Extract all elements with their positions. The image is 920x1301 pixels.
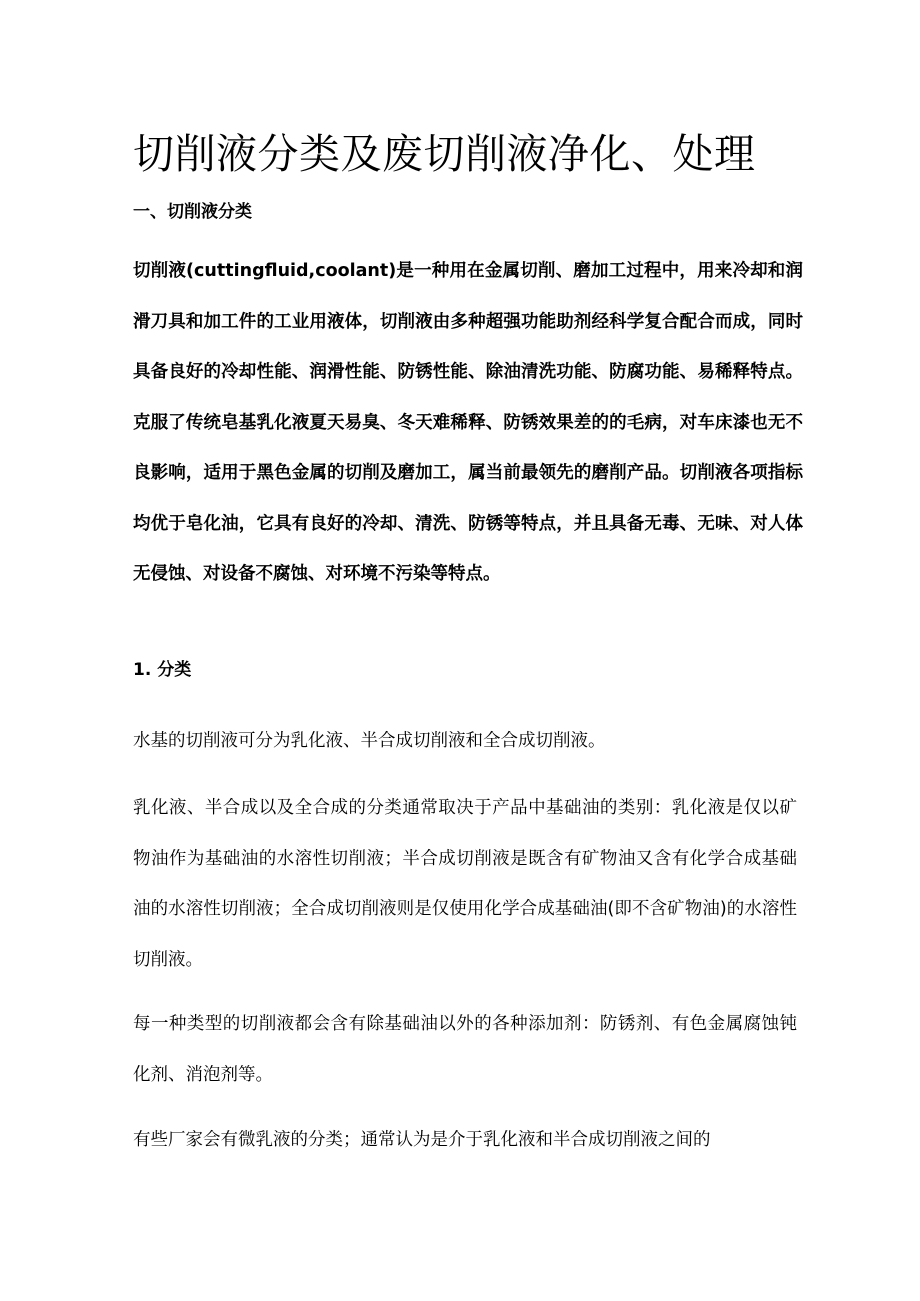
paragraph-water-based-types: 水基的切削液可分为乳化液、半合成切削液和全合成切削液。	[133, 731, 606, 751]
paragraph-base-oil-classification: 乳化液、半合成以及全合成的分类通常取决于产品中基础油的类别：乳化液是仅以矿物油作为基础油的水溶性切削液；半合成切削液是既含有矿物油又含有化学合成基础油的水溶性切削液；全合成切削液则是仅使用化学合成基础油(即不含矿物油)的水溶性切削液。	[133, 798, 797, 970]
intro-paragraph: 切削液(cuttingfluid,coolant)是一种用在金属切削、磨加工过程中，用来冷却和润滑刀具和加工件的工业用液体，切削液由多种超强功能助剂经科学复合配合而成，同时具备良好的冷却性能、润滑性能、防锈性能、除油清洗功能、防腐功能、易稀释特点。克服了传统皂基乳化液夏天易臭、冬天难稀释、防锈效果差的的毛病，对车床漆也无不良影响，适用于黑色金属的切削及磨加工，属当前最领先的磨削产品。切削液各项指标均优于皂化油，它具有良好的冷却、清洗、防锈等特点，并且具备无毒、无味、对人体无侵蚀、对设备不腐蚀、对环境不污染等特点。	[133, 261, 803, 584]
paragraph-additives: 每一种类型的切削液都会含有除基础油以外的各种添加剂：防锈剂、有色金属腐蚀钝化剂、消泡剂等。	[133, 1014, 797, 1085]
paragraph-microemulsion: 有些厂家会有微乳液的分类；通常认为是介于乳化液和半合成切削液之间的	[133, 1130, 711, 1150]
section-heading: 一、切削液分类	[133, 202, 252, 222]
sub-heading-classification: 1. 分类	[133, 660, 192, 680]
document-title: 切削液分类及废切削液净化、处理	[133, 130, 756, 178]
